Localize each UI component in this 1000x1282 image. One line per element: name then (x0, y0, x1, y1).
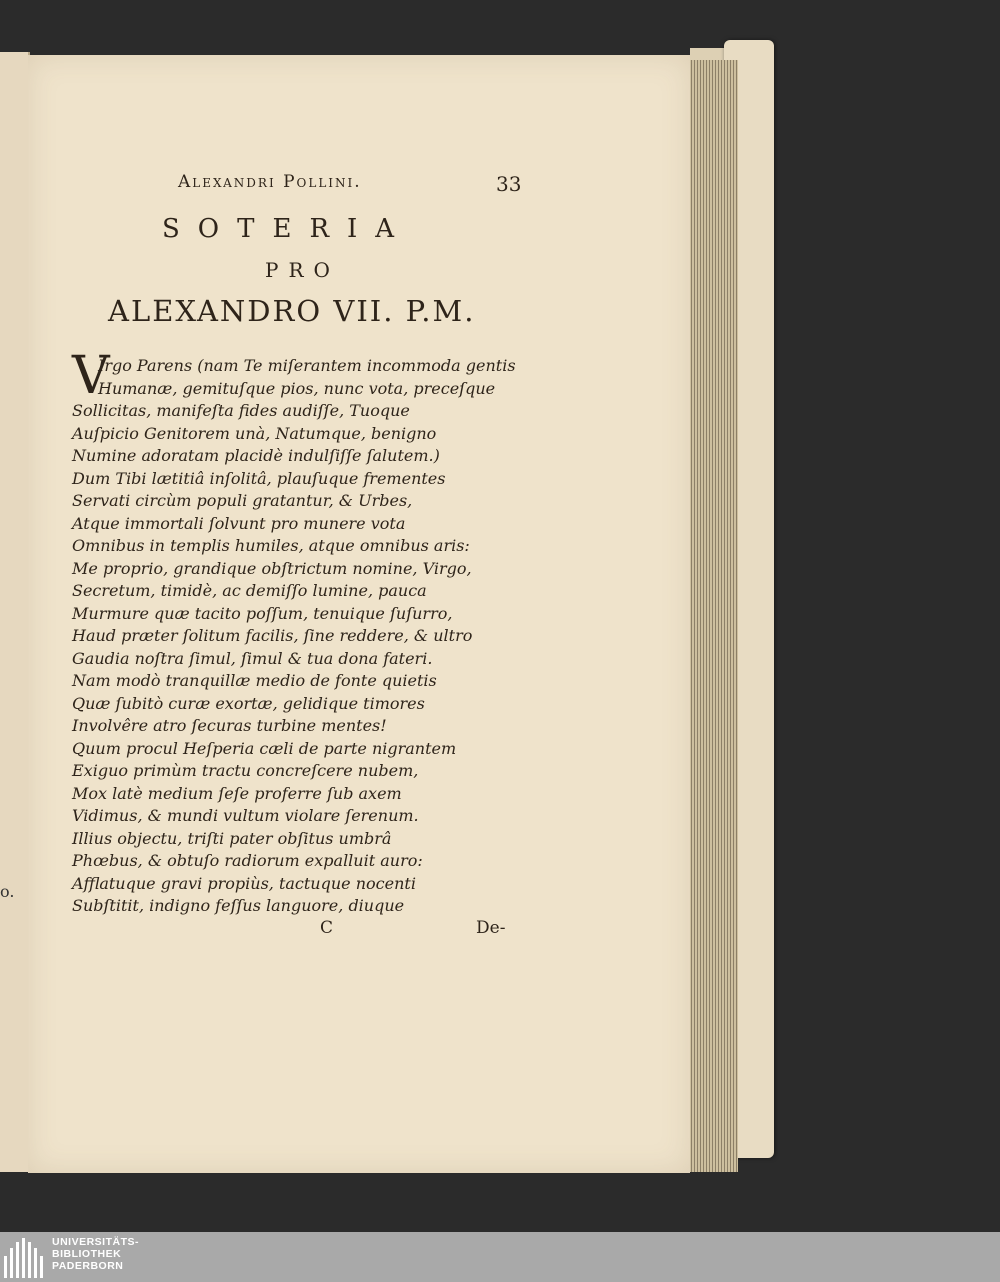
verse-line: Gaudia noſtra ſimul, ſimul & tua dona fateri. (72, 648, 433, 668)
poem-text (72, 355, 542, 918)
verse-line: Phœbus, & obtuſo radiorum expalluit auro: (72, 851, 423, 870)
verse-line: Me proprio, grandique obſtrictum nomine, Virgo, (72, 558, 472, 578)
library-footer (0, 1232, 1000, 1282)
verse-line: Quæ ſubitò curæ exortæ, gelidique timores (72, 693, 425, 713)
left-page-edge (0, 52, 30, 1172)
running-title: Alexandri Pollini. (178, 172, 362, 192)
library-logo-icon (4, 1238, 44, 1278)
verse-line: Afflatuque gravi propiùs, tactuque nocenti (72, 873, 416, 893)
title-alexandro: ALEXANDRO VII. P.M. (108, 294, 476, 328)
logo-line-1: UNIVERSITÄTS- (52, 1236, 140, 1248)
library-logo-text (52, 1236, 139, 1272)
verse-line: Quum procul Heſperia cæli de parte nigrantem (72, 738, 457, 758)
verse-line: Omnibus in templis humiles, atque omnibus aris: (72, 536, 470, 555)
verse-line: Murmure quæ tacito poſſum, tenuique ſuſurro, (72, 603, 453, 623)
left-page-fragment: o. (0, 882, 15, 901)
verse-line: Irgo Parens (nam Te miſerantem incommoda gentis (98, 356, 516, 375)
catchword: De- (476, 918, 506, 938)
verse-line: Numine adoratam placidè indulſiſſe ſalutem.) (72, 446, 440, 465)
verse-line: Servati circùm populi gratantur, & Urbes, (72, 491, 413, 510)
verse-line: Illius objectu, triſti pater obſitus umbrâ (72, 828, 392, 848)
verse-line: Auſpicio Genitorem unà, Natumque, benigno (72, 423, 437, 443)
verse-line: Nam modò tranquillæ medio de fonte quietis (72, 671, 437, 690)
verse-line: Subſtitit, indigno feſſus languore, diuque (72, 896, 405, 915)
verse-line: Atque immortali ſolvunt pro munere vota (72, 513, 406, 533)
signature-mark: C (320, 918, 334, 938)
verse-line: Secretum, timidè, ac demiſſo lumine, pauca (72, 581, 427, 600)
verse-line: Mox latè medium ſeſe proferre ſub axem (72, 783, 402, 803)
verse-line: Exiguo primùm tractu concreſcere nubem, (72, 761, 419, 780)
title-pro: PRO (265, 258, 340, 282)
verse-line: Haud præter ſolitum facilis, ſine reddere, & ultro (72, 626, 473, 645)
verse-line: Dum Tibi lætitiâ inſolitâ, plauſuque frementes (72, 468, 446, 488)
logo-line-2: BIBLIOTHEK (52, 1248, 122, 1260)
verse-line: Involvêre atro ſecuras turbine mentes! (72, 716, 387, 735)
drop-cap: V (72, 346, 110, 406)
verse-line: Vidimus, & mundi vultum violare ſerenum. (72, 806, 419, 825)
logo-line-3: PADERBORN (52, 1260, 124, 1272)
title-soteria: SOTERIA (162, 214, 413, 244)
page-number: 33 (496, 172, 522, 196)
verse-line: Sollicitas, manifeſta fides audiſſe, Tuoque (72, 401, 410, 420)
verse-line: Humanæ, gemituſque pios, nunc vota, preceſque (98, 378, 496, 398)
